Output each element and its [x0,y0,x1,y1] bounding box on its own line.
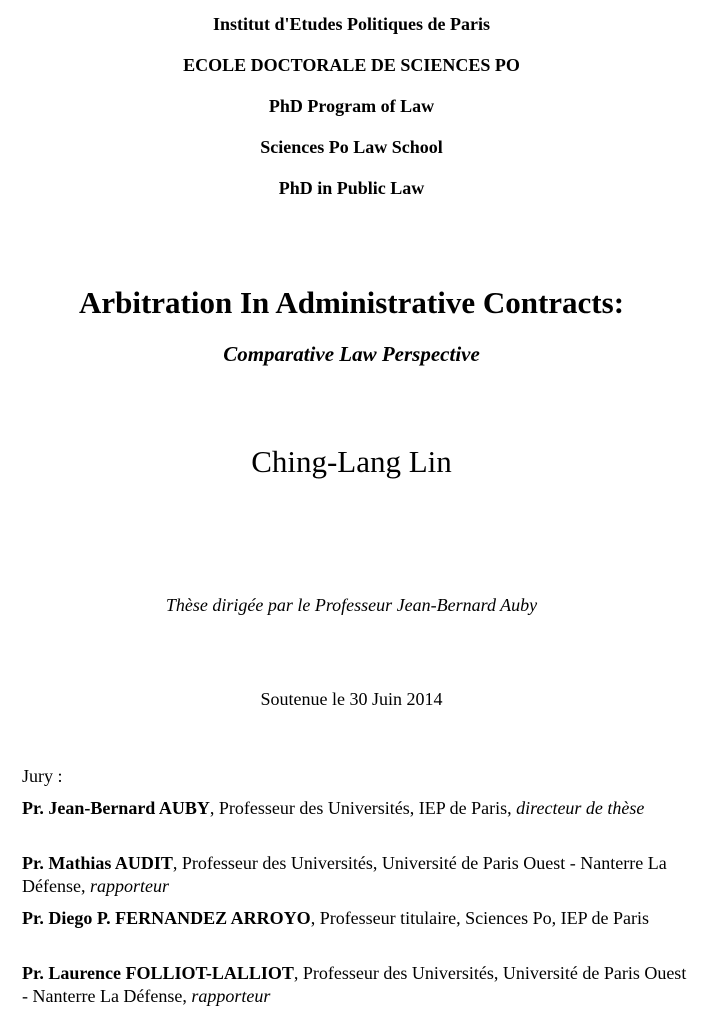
doctoral-school: ECOLE DOCTORALE DE SCIENCES PO [183,55,520,75]
thesis-title: Arbitration In Administrative Contracts: [78,285,625,320]
jury-member-affiliation: , Professeur des Universités, Université de Paris Ouest - Nanterre La Défense, [22,853,667,896]
jury-member [22,962,694,1008]
jury-member-role: rapporteur [89,876,169,896]
jury-member [22,907,694,930]
jury-member-name: Pr. Laurence FOLLIOT-LALLIOT [22,963,294,983]
defense-date: Soutenue le 30 Juin 2014 [260,689,443,709]
jury-member [22,852,694,898]
supervision-note: Thèse dirigée par le Professeur Jean-Bernard Auby [165,595,538,615]
jury-member-affiliation: , Professeur des Universités, Université de Paris Ouest - Nanterre La Défense, [22,963,687,1006]
program-name: PhD Program of Law [268,96,435,116]
institution-name: Institut d'Etudes Politiques de Paris [212,14,491,34]
degree-name: PhD in Public Law [278,178,425,198]
jury-member-name: Pr. Jean-Bernard AUBY [22,798,210,818]
jury-member-role: rapporteur [191,986,271,1006]
jury-label: Jury : [22,766,63,786]
jury-member-name: Pr. Mathias AUDIT [22,853,173,873]
thesis-subtitle: Comparative Law Perspective [223,342,480,366]
school-name: Sciences Po Law School [260,137,443,157]
jury-member-affiliation: , Professeur titulaire, Sciences Po, IEP de Paris [310,908,649,928]
jury-member-role: directeur de thèse [516,798,645,818]
jury-member-name: Pr. Diego P. FERNANDEZ ARROYO [22,908,311,928]
thesis-author: Ching-Lang Lin [251,444,452,479]
jury-member [22,797,694,820]
jury-member-affiliation: , Professeur des Universités, IEP de Paris, [209,798,517,818]
